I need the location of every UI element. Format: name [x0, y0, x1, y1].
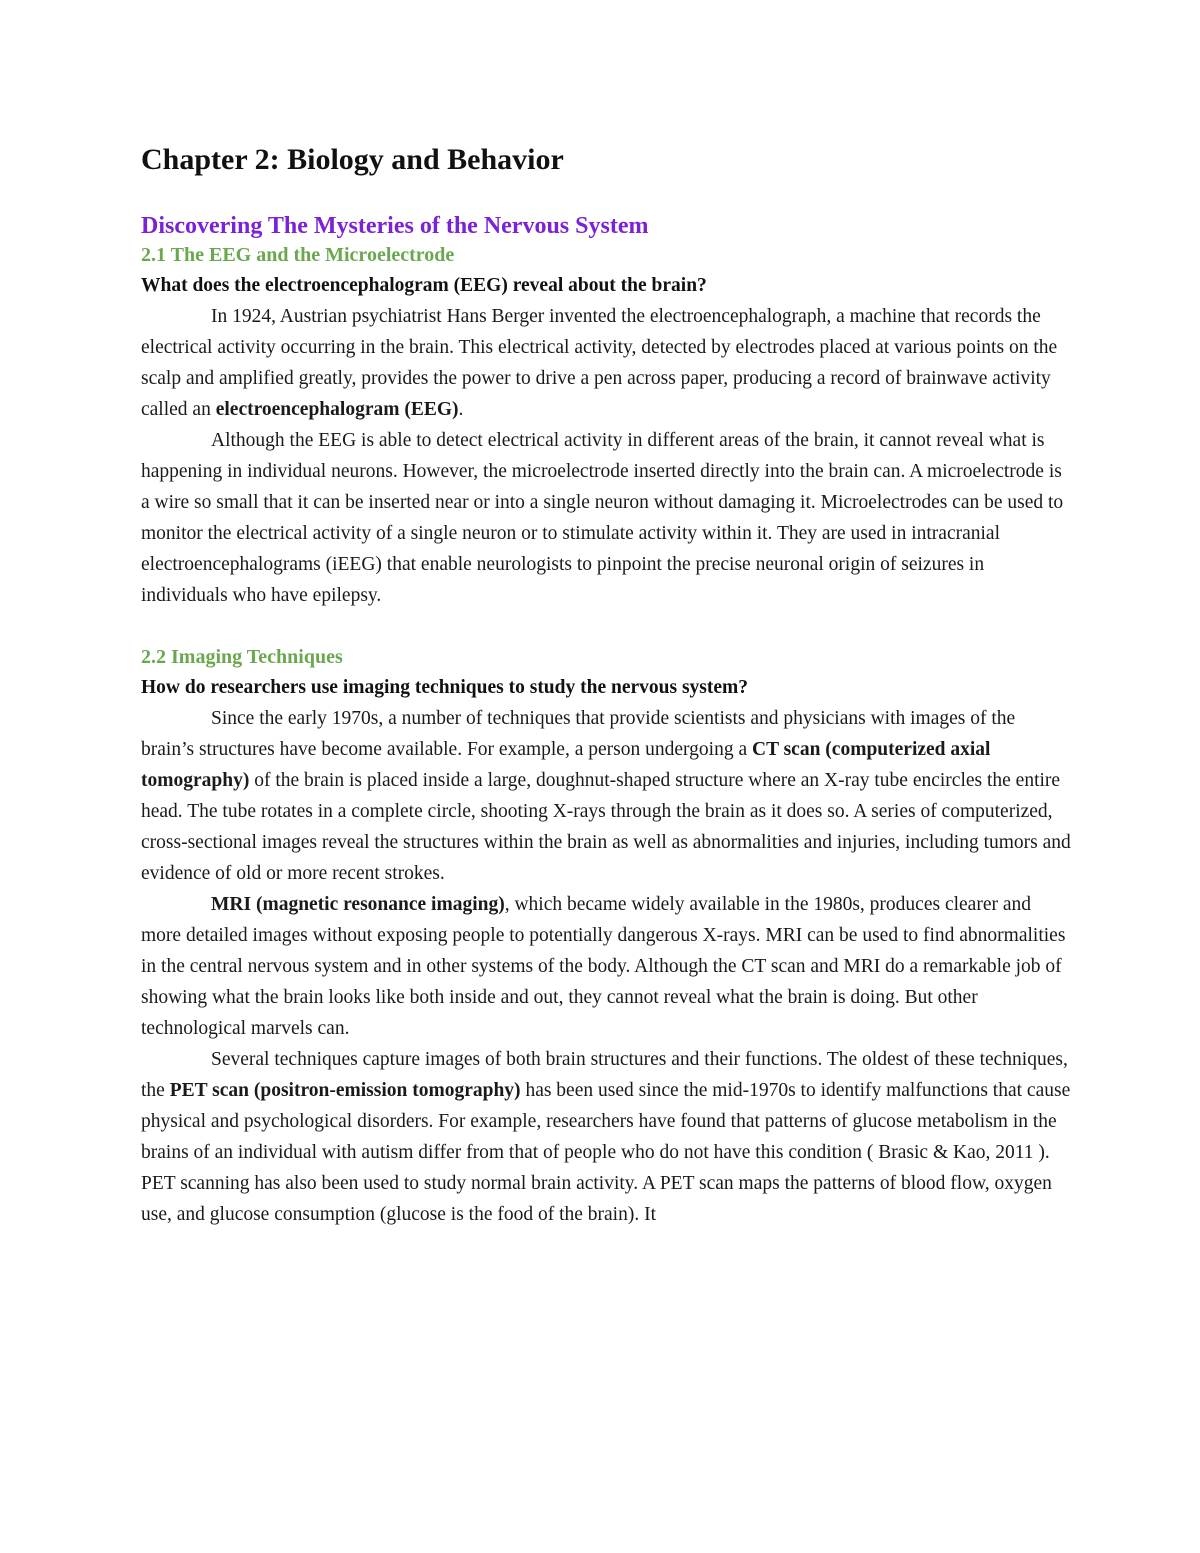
paragraph-eeg-history — [141, 301, 1071, 425]
paragraph-text: has been used since the mid-1970s to identify malfunctions that cause physical and psychological disorders. For example, researchers have found that patterns of glucose metabolism in the brains of an individual with autism differ from that of people who do not have this condition ( Brasic & Kao, 2011 ). PET scanning has also been used to study normal brain activity. A PET scan maps the patterns of blood flow, oxygen use, and glucose consumption (glucose is the food of the brain). It — [141, 1080, 1071, 1225]
paragraph-text: Several techniques capture images of both brain structures and their functions. The oldest of these techniques, the — [141, 1049, 1068, 1101]
paragraph-microelectrode: Although the EEG is able to detect electrical activity in different areas of the brain, it cannot reveal what is happening in individual neurons. However, the microelectrode inserted directly into the brain can. A microelectrode is a wire so small that it can be inserted near or into a single neuron without damaging it. Microelectrodes can be used to monitor the electrical activity of a single neuron or to stimulate activity within it. They are used in intracranial electroencephalograms (iEEG) that enable neurologists to pinpoint the precise neuronal origin of seizures in individuals who have epilepsy. — [141, 430, 1064, 606]
paragraph-mri — [141, 889, 1071, 1044]
paragraph-text: , which became widely available in the 1980s, produces clearer and more detailed images without exposing people to potentially dangerous X-rays. MRI can be used to find abnormalities in the central nervous system and in other systems of the body. Although the CT scan and MRI do a remarkable job of showing what the brain looks like both inside and out, they cannot reveal what the brain is doing. But other technological marvels can. — [141, 894, 1066, 1039]
paragraph-text: In 1924, Austrian psychiatrist Hans Berger invented the electroencephalograph, a machine that records the electrical activity occurring in the brain. This electrical activity, detected by electrodes placed at various points on the scalp and amplified greatly, provides the power to drive a pen across paper, producing a record of brainwave activity called an — [141, 306, 1058, 420]
key-term-eeg: electroencephalogram (EEG) — [215, 399, 459, 420]
subsection-heading-2-1: 2.1 The EEG and the Microelectrode — [141, 244, 455, 266]
key-term-pet-scan: PET scan (positron-emission tomography) — [169, 1080, 521, 1101]
chapter-title: Chapter 2: Biology and Behavior — [141, 143, 564, 176]
paragraph-text: . — [458, 399, 464, 420]
paragraph-ct-scan — [141, 703, 1071, 889]
focus-question-2-1: What does the electroencephalogram (EEG) reveal about the brain? — [141, 275, 707, 296]
focus-question-2-2: How do researchers use imaging techniques to study the nervous system? — [141, 677, 749, 698]
paragraph-text: of the brain is placed inside a large, doughnut-shaped structure where an X-ray tube encircles the entire head. The tube rotates in a complete circle, shooting X-rays through the brain as it does so. A series of computerized, cross-sectional images reveal the structures within the brain as well as abnormalities and injuries, including tumors and evidence of old or more recent strokes. — [141, 770, 1071, 884]
subsection-heading-2-2: 2.2 Imaging Techniques — [141, 646, 343, 668]
key-term-mri: MRI (magnetic resonance imaging) — [211, 894, 505, 915]
paragraph-text: Since the early 1970s, a number of techniques that provide scientists and physicians with images of the brain’s structures have become available. For example, a person undergoing a — [141, 708, 1016, 760]
page-content — [141, 140, 1071, 1230]
paragraph-pet-scan — [141, 1044, 1071, 1230]
key-term-ct-scan: CT scan (computerized axial tomography) — [141, 739, 991, 791]
section-title: Discovering The Mysteries of the Nervous System — [141, 213, 649, 239]
